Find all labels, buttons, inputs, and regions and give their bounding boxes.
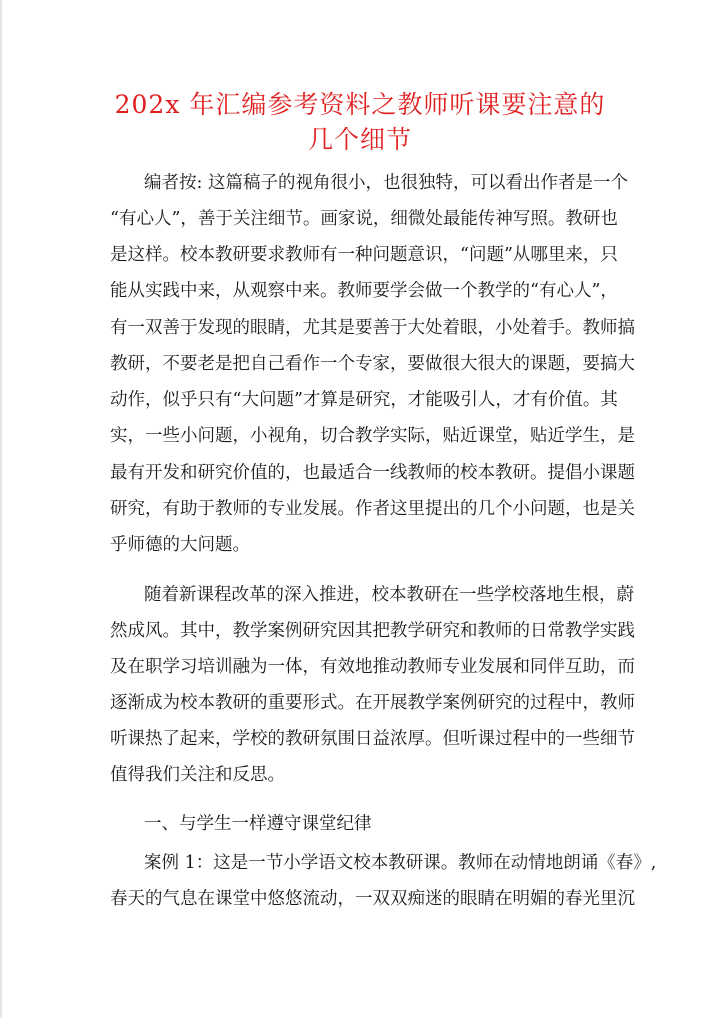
paragraph-2-line-4: 逐渐成为校本教研的重要形式。在开展教学案例研究的过程中，教师 xyxy=(110,693,635,713)
paragraph-1-line-8: 实，一些小问题，小视角，切合教学实际，贴近课堂，贴近学生，是 xyxy=(110,426,635,446)
case-line-2: 春天的气息在课堂中悠悠流动，一双双痴迷的眼睛在明媚的春光里沉 xyxy=(110,889,635,909)
document-title-line-2: 几个细节 xyxy=(307,125,412,154)
section-heading: 一、与学生一样遵守课堂纪律 xyxy=(144,814,372,834)
paragraph-1-line-10: 研究，有助于教师的专业发展。作者这里提出的几个小问题，也是关 xyxy=(110,499,635,519)
paragraph-1-line-5: 有一双善于发现的眼睛，尤其是要善于大处着眼，小处着手。教师搞 xyxy=(110,318,635,338)
case-line-1: 案例 1：这是一节小学语文校本教研课。教师在动情地朗诵《春》, xyxy=(144,853,657,873)
paragraph-1-line-9: 最有开发和研究价值的，也最适合一线教师的校本教研。提倡小课题 xyxy=(110,463,635,483)
paragraph-1-line-2: “有心人”，善于关注细节。画家说，细微处最能传神写照。教研也 xyxy=(110,209,618,229)
paragraph-2-line-5: 听课热了起来，学校的教研氛围日益浓厚。但听课过程中的一些细节 xyxy=(110,729,635,749)
paragraph-2-line-1: 随着新课程改革的深入推进，校本教研在一些学校落地生根，蔚 xyxy=(144,585,634,605)
paragraph-2-line-6: 值得我们关注和反思。 xyxy=(110,765,285,785)
paragraph-2-line-2: 然成风。其中，教学案例研究因其把教学研究和教师的日常教学实践 xyxy=(110,621,635,641)
paragraph-2-line-3: 及在职学习培训融为一体，有效地推动教师专业发展和同伴互助，而 xyxy=(110,657,635,677)
page-left-edge xyxy=(0,0,2,1018)
paragraph-1-line-6: 教研，不要老是把自己看作一个专家，要做很大很大的课题，要搞大 xyxy=(110,354,635,374)
document-title-line-1: 202x 年汇编参考资料之教师听课要注意的 xyxy=(114,90,606,119)
paragraph-1-line-11: 乎师德的大问题。 xyxy=(110,535,250,555)
paragraph-1-line-4: 能从实践中来，从观察中来。教师要学会做一个教学的“有心人”， xyxy=(110,281,618,301)
paragraph-1-line-3: 是这样。校本教研要求教师有一种问题意识，“问题”从哪里来，只 xyxy=(110,245,618,265)
paragraph-1-line-7: 动作，似乎只有“大问题”才算是研究，才能吸引人，才有价值。其 xyxy=(110,390,618,410)
paragraph-1-line-1: 编者按: 这篇稿子的视角很小，也很独特，可以看出作者是一个 xyxy=(144,173,628,193)
